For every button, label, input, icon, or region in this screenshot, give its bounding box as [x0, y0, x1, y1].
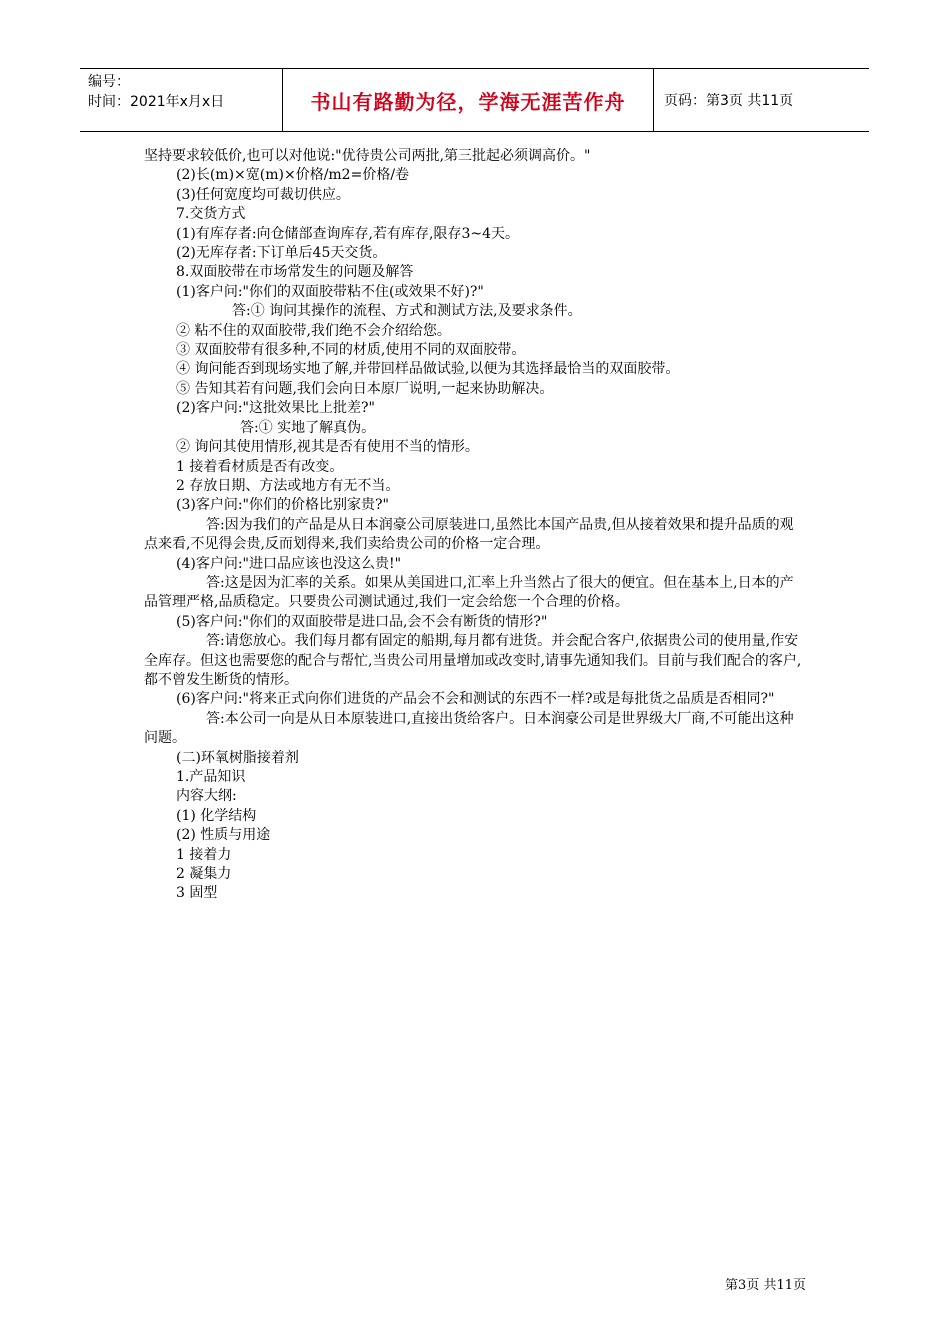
section-heading: 1.产品知识	[176, 769, 246, 785]
header-page-info: 页码：第3页 共11页	[664, 93, 794, 109]
answer-item: ② 询问其使用情形,视其是否有使用不当的情形。	[176, 439, 479, 456]
page-footer: 第3页 共11页	[725, 1278, 806, 1293]
answer-item: ② 粘不住的双面胶带,我们绝不会介绍给您。	[176, 322, 451, 339]
text-line: 2 凝集力	[176, 866, 232, 883]
text-line: (1) 化学结构	[176, 807, 257, 824]
page-header	[80, 68, 869, 132]
header-motto: 书山有路勤为径，学海无涯苦作舟	[282, 69, 654, 131]
answer-paragraph: 答:本公司一向是从日本原装进口,直接出货给客户。日本润豪公司是世界级大厂商,不可能出这种问题。	[144, 710, 794, 747]
answer-item: ⑤ 告知其若有问题,我们会向日本原厂说明,一起来协助解决。	[176, 380, 554, 397]
answer-line: 答:① 询问其操作的流程、方式和测试方法,及要求条件。	[232, 303, 582, 320]
text-line: 坚持要求较低价,也可以对他说:"优待贵公司两批,第三批起必须调高价。"	[144, 148, 591, 164]
date-label: 时间：2021年x月x日	[88, 94, 225, 110]
text-line: (2) 性质与用途	[176, 827, 271, 844]
code-label: 编号：	[88, 74, 130, 90]
section-heading: 8.双面胶带在市场常发生的问题及解答	[176, 264, 414, 281]
answer-item: 2 存放日期、方法或地方有无不当。	[176, 477, 400, 494]
answer-item: 1 接着看材质是否有改变。	[176, 458, 344, 475]
section-heading: (二)环氧树脂接着剂	[176, 749, 299, 766]
text-line: (2)无库存者:下订单后45天交货。	[176, 245, 387, 262]
header-left	[80, 69, 282, 131]
question-line: (2)客户问:"这批效果比上批差?"	[176, 400, 375, 417]
answer-paragraph: 答:请您放心。我们每月都有固定的船期,每月都有进货。并会配合客户,依据贵公司的使用量,作安全库存。但这也需要您的配合与帮忙,当贵公司用量增加或改变时,请事先通知我们。目前与我们配合的客户,都不曾发生断货的情形。	[144, 633, 802, 688]
question-line: (3)客户问:"你们的价格比别家贵?"	[176, 497, 389, 514]
text-line: 3 固型	[176, 885, 218, 902]
question-line: (5)客户问:"你们的双面胶带是进口品,会不会有断货的情形?"	[176, 613, 548, 630]
section-heading: 7.交货方式	[176, 206, 246, 223]
text-line: (1)有库存者:向仓储部查询库存,若有库存,限存3~4天。	[176, 225, 519, 242]
answer-item: ④ 询问能否到现场实地了解,并带回样品做试验,以便为其选择最恰当的双面胶带。	[176, 361, 680, 378]
answer-item: ③ 双面胶带有很多种,不同的材质,使用不同的双面胶带。	[176, 342, 526, 359]
question-line: (4)客户问:"进口品应该也没这么贵!"	[176, 555, 402, 572]
answer-paragraph: 答:因为我们的产品是从日本润豪公司原装进口,虽然比本国产品贵,但从接着效果和提升品质的观点来看,不见得会贵,反而划得来,我们卖给贵公司的价格一定合理。	[144, 516, 794, 553]
answer-paragraph: 答:这是因为汇率的关系。如果从美国进口,汇率上升当然占了很大的便宜。但在基本上,日本的产品管理严格,品质稳定。只要贵公司测试通过,我们一定会给您一个合理的价格。	[144, 574, 794, 611]
text-line: (3)任何宽度均可裁切供应。	[176, 186, 350, 203]
question-paragraph: (6)客户问:"将来正式向你们进货的产品会不会和测试的东西不一样?或是每批货之品质是否相同?"	[176, 691, 775, 708]
question-line: (1)客户问:"你们的双面胶带粘不住(或效果不好)?"	[176, 283, 484, 300]
text-line: 1 接着力	[176, 846, 232, 863]
answer-line: 答:① 实地了解真伪。	[240, 419, 376, 436]
document-body	[144, 147, 806, 904]
text-line: (2)长(m)×宽(m)×价格/m2=价格/卷	[176, 167, 410, 184]
text-line: 内容大纲:	[176, 788, 237, 805]
